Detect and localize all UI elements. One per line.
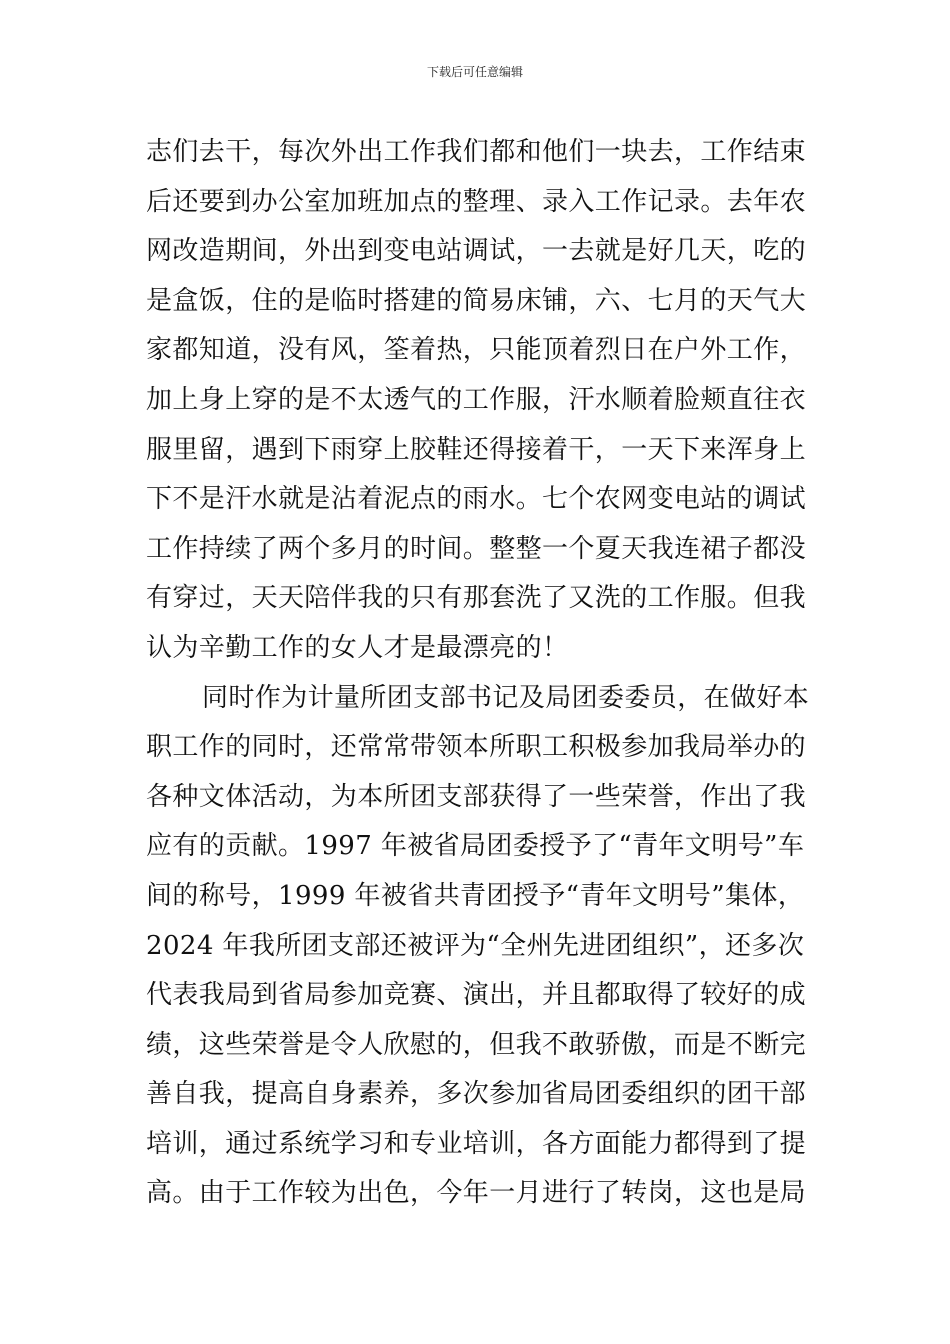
- text-line: 职工作的同时，还常常带领本所职工积极参加我局举办的: [146, 732, 807, 763]
- text-line: 有穿过，天天陪伴我的只有那套洗了又洗的工作服。但我: [146, 583, 807, 614]
- text-line: 善自我，提高自身素养，多次参加省局团委组织的团干部: [146, 1079, 807, 1110]
- text-line: 加上身上穿的是不太透气的工作服，汗水顺着脸颊直往衣: [146, 384, 807, 415]
- text-line: 2024 年我所团支部还被评为“全州先进团组织”，还多次: [146, 930, 805, 961]
- text-line: 各种文体活动，为本所团支部获得了一些荣誉，作出了我: [146, 781, 807, 812]
- document-body: [146, 128, 816, 1219]
- text-line: 应有的贡献。1997 年被省局团委授予了“青年文明号”车: [146, 831, 805, 862]
- text-line: 志们去干，每次外出工作我们都和他们一块去，工作结束: [146, 137, 807, 167]
- text-line: 是盒饭，住的是临时搭建的简易床铺，六、七月的天气大: [146, 285, 807, 316]
- paragraph-2: [146, 674, 816, 1220]
- text-line: 代表我局到省局参加竞赛、演出，并且都取得了较好的成: [146, 980, 807, 1011]
- text-line: 间的称号，1999 年被省共青团授予“青年文明号”集体，: [146, 880, 805, 911]
- text-line: 绩，这些荣誉是令人欣慰的，但我不敢骄傲，而是不断完: [146, 1029, 807, 1060]
- text-line: 家都知道，没有风，筌着热，只能顶着烈日在户外工作，: [146, 335, 807, 366]
- text-line: 培训，通过系统学习和专业培训，各方面能力都得到了提: [146, 1128, 807, 1159]
- text-line: 高。由于工作较为出色，今年一月进行了转岗，这也是局: [146, 1178, 807, 1209]
- text-line: 后还要到办公室加班加点的整理、录入工作记录。去年农: [146, 186, 807, 217]
- paragraph-1: [146, 128, 816, 674]
- text-line: 工作持续了两个多月的时间。整整一个夏天我连裙子都没: [146, 533, 807, 564]
- text-line-indented: 同时作为计量所团支部书记及局团委委员，在做好本: [202, 682, 810, 713]
- text-line: 下不是汗水就是沾着泥点的雨水。七个农网变电站的调试: [146, 484, 807, 515]
- text-line: 服里留，遇到下雨穿上胶鞋还得接着干，一天下来浑身上: [146, 434, 807, 465]
- text-line: 认为辛勤工作的女人才是最漂亮的！: [146, 632, 569, 663]
- text-line: 网改造期间，外出到变电站调试，一去就是好几天，吃的: [146, 236, 807, 267]
- page-header-note: 下载后可任意编辑: [426, 65, 523, 79]
